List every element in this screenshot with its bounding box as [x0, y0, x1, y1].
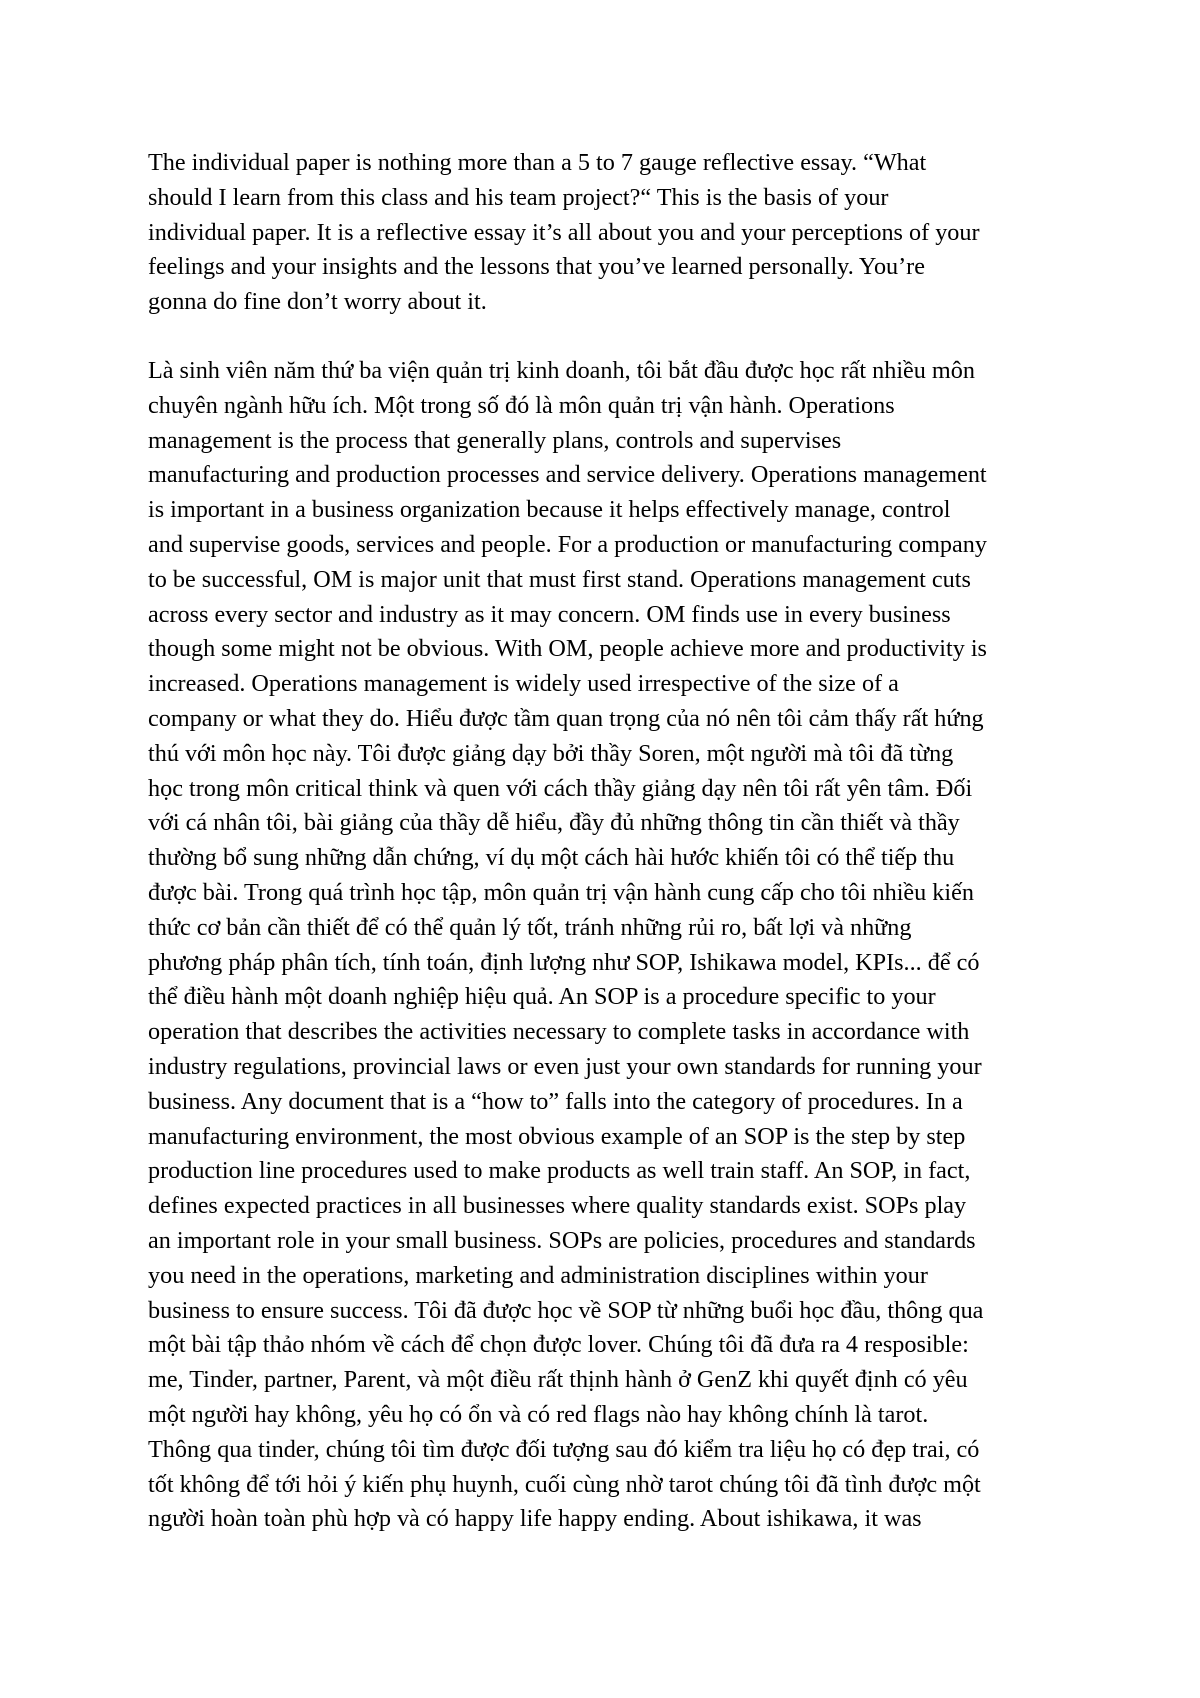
paragraph-2-line: Thông qua tinder, chúng tôi tìm được đối tượng sau đó kiểm tra liệu họ có đẹp trai, có — [148, 1435, 980, 1463]
paragraph-2-line: management is the process that generally plans, controls and supervises — [148, 426, 842, 454]
paragraph-2 — [148, 354, 1088, 1537]
paragraph-2-line: an important role in your small business. SOPs are policies, procedures and standards — [148, 1226, 976, 1254]
paragraph-2-line: business. Any document that is a “how to” falls into the category of procedures. In a — [148, 1087, 963, 1115]
paragraph-1-line: The individual paper is nothing more than a 5 to 7 gauge reflective essay. “What — [148, 149, 927, 176]
paragraph-2-line: me, Tinder, partner, Parent, và một điều rất thịnh hành ở GenZ khi quyết định có yêu — [148, 1366, 968, 1394]
paragraph-2-line: một người hay không, yêu họ có ổn và có red flags nào hay không chính là tarot. — [148, 1400, 929, 1428]
paragraph-2-line: company or what they do. Hiểu được tầm quan trọng của nó nên tôi cảm thấy rất hứng — [148, 704, 984, 732]
paragraph-1-line: gonna do fine don’t worry about it. — [148, 288, 487, 316]
paragraph-2-line: người hoàn toàn phù hợp và có happy life happy ending. About ishikawa, it was — [148, 1505, 922, 1533]
paragraph-2-line: Là sinh viên năm thứ ba viện quản trị kinh doanh, tôi bắt đầu được học rất nhiều môn — [148, 357, 975, 384]
paragraph-2-line: phương pháp phân tích, tính toán, định lượng như SOP, Ishikawa model, KPIs... để có — [148, 948, 980, 976]
paragraph-2-line: với cá nhân tôi, bài giảng của thầy dễ hiểu, đầy đủ những thông tin cần thiết và thầy — [148, 809, 960, 837]
paragraph-2-line: thể điều hành một doanh nghiệp hiệu quả. An SOP is a procedure specific to your — [148, 983, 936, 1011]
paragraph-2-line: though some might not be obvious. With OM, people achieve more and productivity is — [148, 635, 987, 663]
paragraph-2-line: across every sector and industry as it may concern. OM finds use in every business — [148, 600, 951, 628]
paragraph-1-line: should I learn from this class and his team project?“ This is the basis of your — [148, 183, 889, 211]
paragraph-2-line: increased. Operations management is widely used irrespective of the size of a — [148, 670, 899, 698]
paragraph-2-line: you need in the operations, marketing and administration disciplines within your — [148, 1261, 928, 1289]
paragraph-2-line: and supervise goods, services and people. For a production or manufacturing company — [148, 530, 987, 558]
paragraph-2-line: tốt không để tới hỏi ý kiến phụ huynh, cuối cùng nhờ tarot chúng tôi đã tình được một — [148, 1470, 981, 1498]
paragraph-2-line: một bài tập thảo nhóm về cách để chọn được lover. Chúng tôi đã đưa ra 4 resposible: — [148, 1331, 969, 1359]
paragraph-2-line: production line procedures used to make products as well train staff. An SOP, in fact, — [148, 1157, 971, 1185]
paragraph-1-line: individual paper. It is a reflective essay it’s all about you and your perceptions of your — [148, 218, 980, 246]
paragraph-2-line: industry regulations, provincial laws or even just your own standards for running your — [148, 1052, 982, 1080]
paragraph-2-line: thường bổ sung những dẫn chứng, ví dụ một cách hài hước khiến tôi có thể tiếp thu — [148, 844, 955, 872]
paragraph-2-line: business to ensure success. Tôi đã được học về SOP từ những buổi học đầu, thông qua — [148, 1296, 984, 1324]
paragraph-2-line: operation that describes the activities necessary to complete tasks in accordance with — [148, 1018, 970, 1046]
paragraph-2-line: thú với môn học này. Tôi được giảng dạy bởi thầy Soren, một người mà tôi đã từng — [148, 739, 954, 767]
paragraph-2-line: manufacturing and production processes and service delivery. Operations management — [148, 461, 987, 489]
paragraph-2-line: được bài. Trong quá trình học tập, môn quản trị vận hành cung cấp cho tôi nhiều kiến — [148, 878, 974, 906]
paragraph-2-line: defines expected practices in all businesses where quality standards exist. SOPs play — [148, 1192, 967, 1220]
paragraph-1 — [148, 146, 1088, 320]
paragraph-2-line: thức cơ bản cần thiết để có thể quản lý tốt, tránh những rủi ro, bất lợi và những — [148, 913, 912, 941]
paragraph-2-line: is important in a business organization because it helps effectively manage, control — [148, 496, 951, 524]
paragraph-1-line: feelings and your insights and the lessons that you’ve learned personally. You’re — [148, 253, 925, 281]
paragraph-2-line: chuyên ngành hữu ích. Một trong số đó là môn quản trị vận hành. Operations — [148, 391, 895, 419]
paragraph-2-line: học trong môn critical think và quen với cách thầy giảng dạy nên tôi rất yên tâm. Đối — [148, 774, 973, 802]
paragraph-2-line: manufacturing environment, the most obvious example of an SOP is the step by step — [148, 1122, 966, 1150]
paragraph-2-line: to be successful, OM is major unit that must first stand. Operations management cuts — [148, 565, 971, 593]
